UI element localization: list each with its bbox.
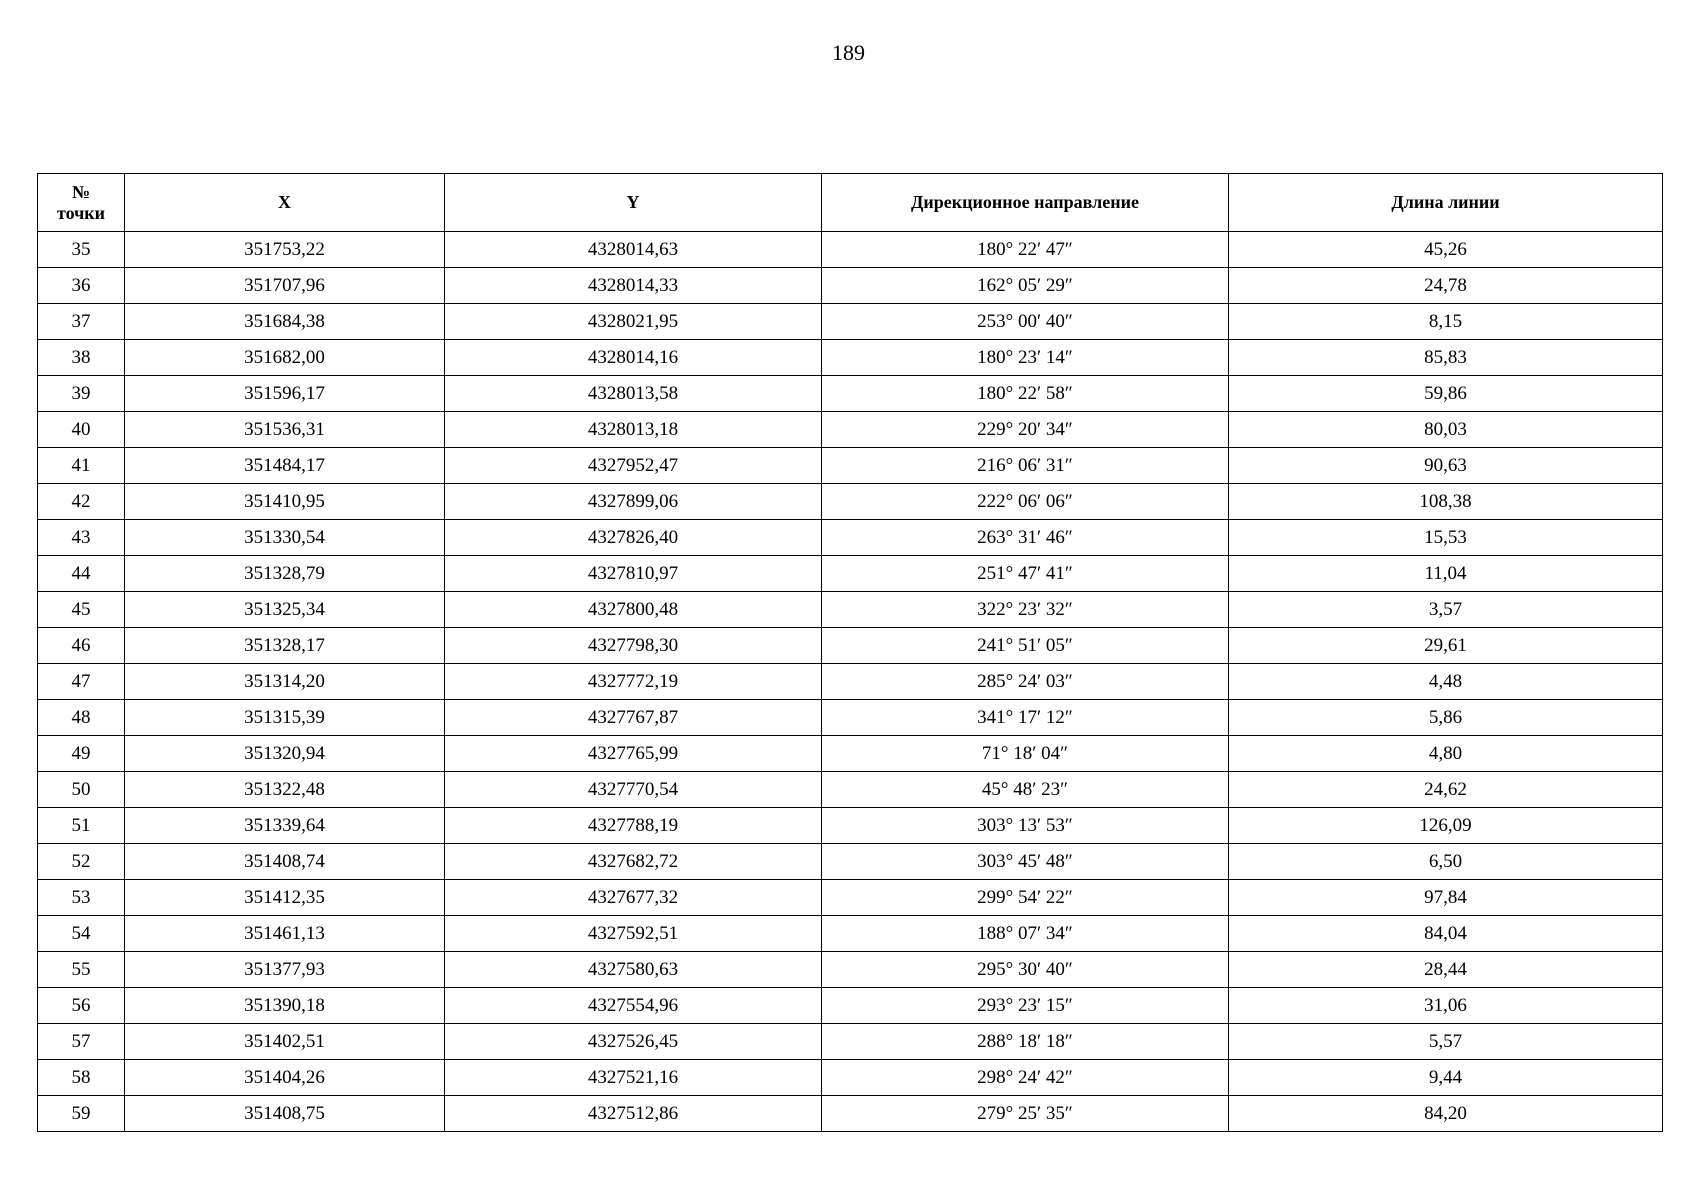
cell-point-number: 57 [38, 1024, 125, 1060]
table-row [38, 880, 1663, 916]
cell-point-number: 43 [38, 520, 125, 556]
header-point-symbol: № [71, 181, 91, 202]
cell-point-number: 53 [38, 880, 125, 916]
header-row [38, 174, 1663, 232]
cell-length: 4,80 [1229, 736, 1663, 772]
cell-direction: 251° 47′ 41″ [822, 556, 1229, 592]
table-row [38, 1096, 1663, 1132]
cell-direction: 71° 18′ 04″ [822, 736, 1229, 772]
cell-x: 351315,39 [125, 700, 445, 736]
cell-direction: 298° 24′ 42″ [822, 1060, 1229, 1096]
cell-point-number: 49 [38, 736, 125, 772]
cell-point-number: 59 [38, 1096, 125, 1132]
cell-length: 9,44 [1229, 1060, 1663, 1096]
cell-y: 4327682,72 [445, 844, 822, 880]
cell-length: 24,78 [1229, 268, 1663, 304]
cell-length: 28,44 [1229, 952, 1663, 988]
table-row [38, 232, 1663, 268]
cell-direction: 341° 17′ 12″ [822, 700, 1229, 736]
table-row [38, 808, 1663, 844]
cell-point-number: 58 [38, 1060, 125, 1096]
table-row [38, 304, 1663, 340]
cell-y: 4327826,40 [445, 520, 822, 556]
cell-direction: 263° 31′ 46″ [822, 520, 1229, 556]
cell-y: 4327580,63 [445, 952, 822, 988]
cell-point-number: 55 [38, 952, 125, 988]
cell-length: 29,61 [1229, 628, 1663, 664]
cell-x: 351461,13 [125, 916, 445, 952]
table-body [38, 232, 1663, 1132]
cell-point-number: 42 [38, 484, 125, 520]
cell-length: 11,04 [1229, 556, 1663, 592]
cell-length: 3,57 [1229, 592, 1663, 628]
cell-length: 45,26 [1229, 232, 1663, 268]
page-number: 189 [832, 40, 865, 65]
cell-length: 59,86 [1229, 376, 1663, 412]
cell-x: 351707,96 [125, 268, 445, 304]
cell-direction: 253° 00′ 40″ [822, 304, 1229, 340]
cell-x: 351390,18 [125, 988, 445, 1024]
cell-y: 4327677,32 [445, 880, 822, 916]
cell-point-number: 40 [38, 412, 125, 448]
table-row [38, 1060, 1663, 1096]
cell-y: 4327765,99 [445, 736, 822, 772]
cell-y: 4327554,96 [445, 988, 822, 1024]
cell-x: 351330,54 [125, 520, 445, 556]
cell-x: 351320,94 [125, 736, 445, 772]
cell-point-number: 52 [38, 844, 125, 880]
table-row [38, 412, 1663, 448]
cell-length: 80,03 [1229, 412, 1663, 448]
cell-y: 4327592,51 [445, 916, 822, 952]
cell-x: 351314,20 [125, 664, 445, 700]
coordinates-table [37, 173, 1663, 1132]
header-y: Y [445, 174, 822, 232]
cell-y: 4327810,97 [445, 556, 822, 592]
cell-direction: 229° 20′ 34″ [822, 412, 1229, 448]
cell-y: 4328013,58 [445, 376, 822, 412]
cell-direction: 241° 51′ 05″ [822, 628, 1229, 664]
cell-x: 351412,35 [125, 880, 445, 916]
cell-y: 4327521,16 [445, 1060, 822, 1096]
cell-direction: 45° 48′ 23″ [822, 772, 1229, 808]
cell-x: 351682,00 [125, 340, 445, 376]
cell-point-number: 50 [38, 772, 125, 808]
table-row [38, 484, 1663, 520]
table-row [38, 556, 1663, 592]
cell-point-number: 41 [38, 448, 125, 484]
table-row [38, 664, 1663, 700]
cell-length: 84,20 [1229, 1096, 1663, 1132]
table-row [38, 628, 1663, 664]
table-row [38, 1024, 1663, 1060]
table-header [38, 174, 1663, 232]
cell-x: 351377,93 [125, 952, 445, 988]
cell-direction: 222° 06′ 06″ [822, 484, 1229, 520]
table-row [38, 520, 1663, 556]
cell-length: 85,83 [1229, 340, 1663, 376]
cell-direction: 322° 23′ 32″ [822, 592, 1229, 628]
cell-x: 351410,95 [125, 484, 445, 520]
cell-length: 90,63 [1229, 448, 1663, 484]
cell-x: 351684,38 [125, 304, 445, 340]
header-point-word: точки [56, 202, 106, 223]
cell-y: 4327952,47 [445, 448, 822, 484]
table-row [38, 772, 1663, 808]
cell-length: 84,04 [1229, 916, 1663, 952]
cell-direction: 303° 45′ 48″ [822, 844, 1229, 880]
cell-point-number: 39 [38, 376, 125, 412]
cell-length: 5,57 [1229, 1024, 1663, 1060]
cell-point-number: 35 [38, 232, 125, 268]
cell-y: 4327788,19 [445, 808, 822, 844]
cell-point-number: 48 [38, 700, 125, 736]
cell-y: 4327798,30 [445, 628, 822, 664]
cell-y: 4328021,95 [445, 304, 822, 340]
cell-y: 4328014,33 [445, 268, 822, 304]
cell-x: 351484,17 [125, 448, 445, 484]
cell-direction: 188° 07′ 34″ [822, 916, 1229, 952]
header-point-number [38, 174, 125, 232]
cell-y: 4327899,06 [445, 484, 822, 520]
cell-y: 4327770,54 [445, 772, 822, 808]
cell-point-number: 47 [38, 664, 125, 700]
cell-y: 4327526,45 [445, 1024, 822, 1060]
table-row [38, 448, 1663, 484]
table-row [38, 988, 1663, 1024]
cell-point-number: 44 [38, 556, 125, 592]
cell-length: 15,53 [1229, 520, 1663, 556]
cell-y: 4327767,87 [445, 700, 822, 736]
table-row [38, 700, 1663, 736]
cell-x: 351753,22 [125, 232, 445, 268]
cell-x: 351328,79 [125, 556, 445, 592]
cell-y: 4328014,63 [445, 232, 822, 268]
cell-y: 4327512,86 [445, 1096, 822, 1132]
cell-x: 351536,31 [125, 412, 445, 448]
cell-x: 351322,48 [125, 772, 445, 808]
cell-direction: 285° 24′ 03″ [822, 664, 1229, 700]
table-row [38, 592, 1663, 628]
cell-length: 6,50 [1229, 844, 1663, 880]
cell-length: 97,84 [1229, 880, 1663, 916]
cell-direction: 303° 13′ 53″ [822, 808, 1229, 844]
cell-x: 351404,26 [125, 1060, 445, 1096]
table-row [38, 844, 1663, 880]
cell-direction: 162° 05′ 29″ [822, 268, 1229, 304]
cell-direction: 180° 23′ 14″ [822, 340, 1229, 376]
table-row [38, 340, 1663, 376]
cell-direction: 180° 22′ 58″ [822, 376, 1229, 412]
table-row [38, 952, 1663, 988]
cell-y: 4327800,48 [445, 592, 822, 628]
cell-length: 126,09 [1229, 808, 1663, 844]
cell-point-number: 54 [38, 916, 125, 952]
header-x: X [125, 174, 445, 232]
cell-direction: 299° 54′ 22″ [822, 880, 1229, 916]
cell-point-number: 36 [38, 268, 125, 304]
cell-direction: 295° 30′ 40″ [822, 952, 1229, 988]
cell-direction: 216° 06′ 31″ [822, 448, 1229, 484]
cell-x: 351408,74 [125, 844, 445, 880]
cell-length: 108,38 [1229, 484, 1663, 520]
table-row [38, 736, 1663, 772]
cell-direction: 288° 18′ 18″ [822, 1024, 1229, 1060]
cell-length: 24,62 [1229, 772, 1663, 808]
cell-x: 351339,64 [125, 808, 445, 844]
cell-x: 351596,17 [125, 376, 445, 412]
cell-direction: 293° 23′ 15″ [822, 988, 1229, 1024]
cell-length: 8,15 [1229, 304, 1663, 340]
table-row [38, 376, 1663, 412]
table-row [38, 916, 1663, 952]
cell-point-number: 46 [38, 628, 125, 664]
cell-length: 5,86 [1229, 700, 1663, 736]
cell-x: 351328,17 [125, 628, 445, 664]
header-length: Длина линии [1229, 174, 1663, 232]
cell-point-number: 38 [38, 340, 125, 376]
table-row [38, 268, 1663, 304]
cell-point-number: 51 [38, 808, 125, 844]
cell-direction: 279° 25′ 35″ [822, 1096, 1229, 1132]
cell-y: 4327772,19 [445, 664, 822, 700]
cell-point-number: 37 [38, 304, 125, 340]
cell-direction: 180° 22′ 47″ [822, 232, 1229, 268]
cell-y: 4328014,16 [445, 340, 822, 376]
cell-y: 4328013,18 [445, 412, 822, 448]
cell-point-number: 56 [38, 988, 125, 1024]
cell-x: 351408,75 [125, 1096, 445, 1132]
cell-length: 31,06 [1229, 988, 1663, 1024]
cell-point-number: 45 [38, 592, 125, 628]
cell-length: 4,48 [1229, 664, 1663, 700]
header-direction: Дирекционное направление [822, 174, 1229, 232]
cell-x: 351402,51 [125, 1024, 445, 1060]
cell-x: 351325,34 [125, 592, 445, 628]
